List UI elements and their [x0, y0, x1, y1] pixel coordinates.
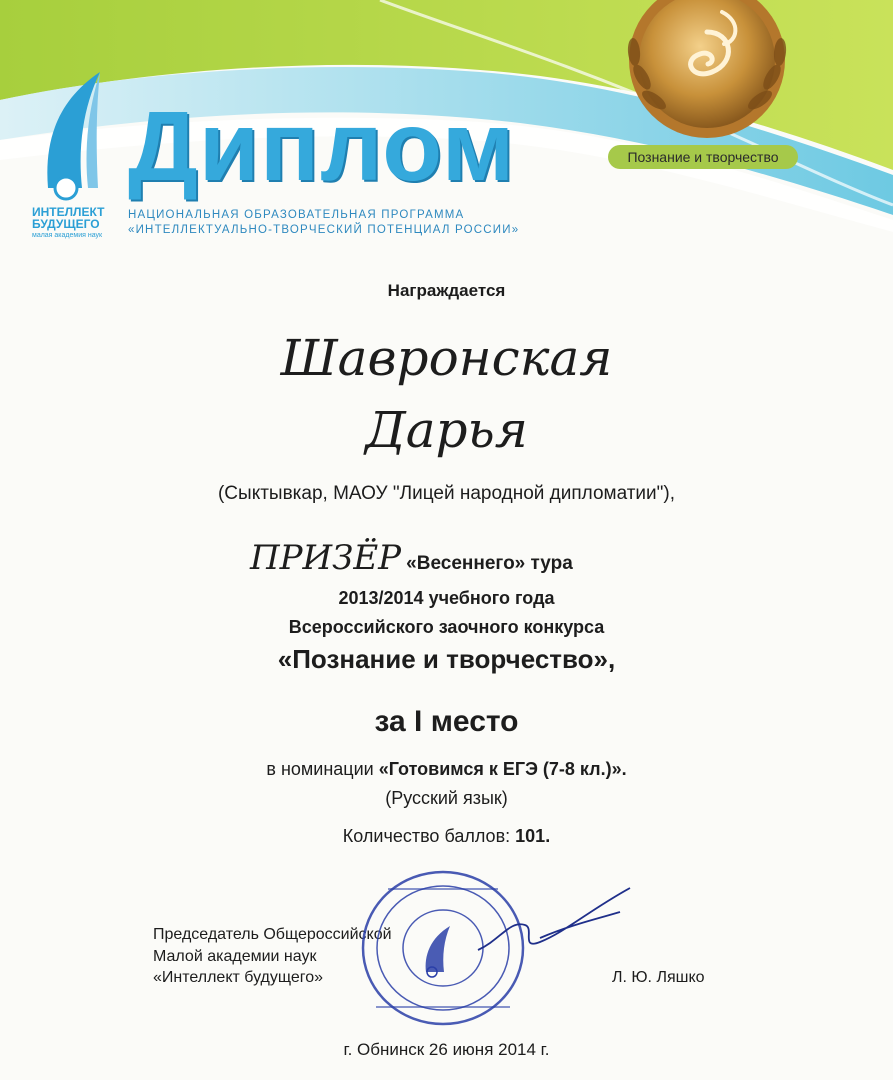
school-info: (Сыктывкар, МАОУ "Лицей народной дипломатии"),	[217, 483, 675, 504]
chair-line2: Малой академии наук	[153, 948, 317, 965]
logo-line3: малая академия наук	[32, 232, 103, 239]
subject-label: (Русский язык)	[385, 788, 508, 808]
diploma-title: Диплом	[128, 91, 516, 201]
contest-type: Всероссийского заочного конкурса	[288, 617, 605, 637]
emblem-label: Познание и творчество	[608, 145, 798, 169]
tour-label: «Весеннего» тура	[406, 553, 573, 574]
score-label: Количество баллов:	[342, 826, 511, 846]
rank-title: ПРИЗЁР	[250, 538, 402, 578]
awarded-label: Награждается	[387, 281, 506, 300]
score-value: 101.	[515, 826, 551, 846]
signatory-name: Л. Ю. Ляшко	[612, 969, 705, 986]
intellect-logo-icon	[38, 70, 110, 210]
contest-name: «Познание и творчество»,	[277, 644, 616, 674]
signature-icon	[470, 880, 640, 970]
recipient-name: Дарья	[365, 401, 528, 459]
place-label: за I место	[374, 705, 519, 738]
chair-line1: Председатель Общероссийской	[153, 926, 392, 943]
rank-line	[250, 538, 650, 578]
medal-emblem-icon	[612, 0, 802, 152]
recipient-surname: Шавронская	[280, 329, 613, 387]
academic-year: 2013/2014 учебного года	[338, 588, 555, 608]
place-date: г. Обнинск 26 июня 2014 г.	[343, 1040, 550, 1059]
chair-line3: «Интеллект будущего»	[153, 969, 324, 986]
nomination-line	[0, 759, 893, 780]
nomination-prefix: в номинации	[266, 759, 374, 779]
logo-line1: ИНТЕЛЛЕКТ	[32, 205, 105, 219]
program-line1: НАЦИОНАЛЬНАЯ ОБРАЗОВАТЕЛЬНАЯ ПРОГРАММА	[128, 209, 465, 221]
logo-line2: БУДУЩЕГО	[32, 217, 100, 231]
score-line	[0, 826, 893, 847]
nomination-name: «Готовимся к ЕГЭ (7-8 кл.)».	[378, 759, 627, 779]
program-line2: «ИНТЕЛЛЕКТУАЛЬНО-ТВОРЧЕСКИЙ ПОТЕНЦИАЛ РОССИИ»	[128, 224, 520, 236]
